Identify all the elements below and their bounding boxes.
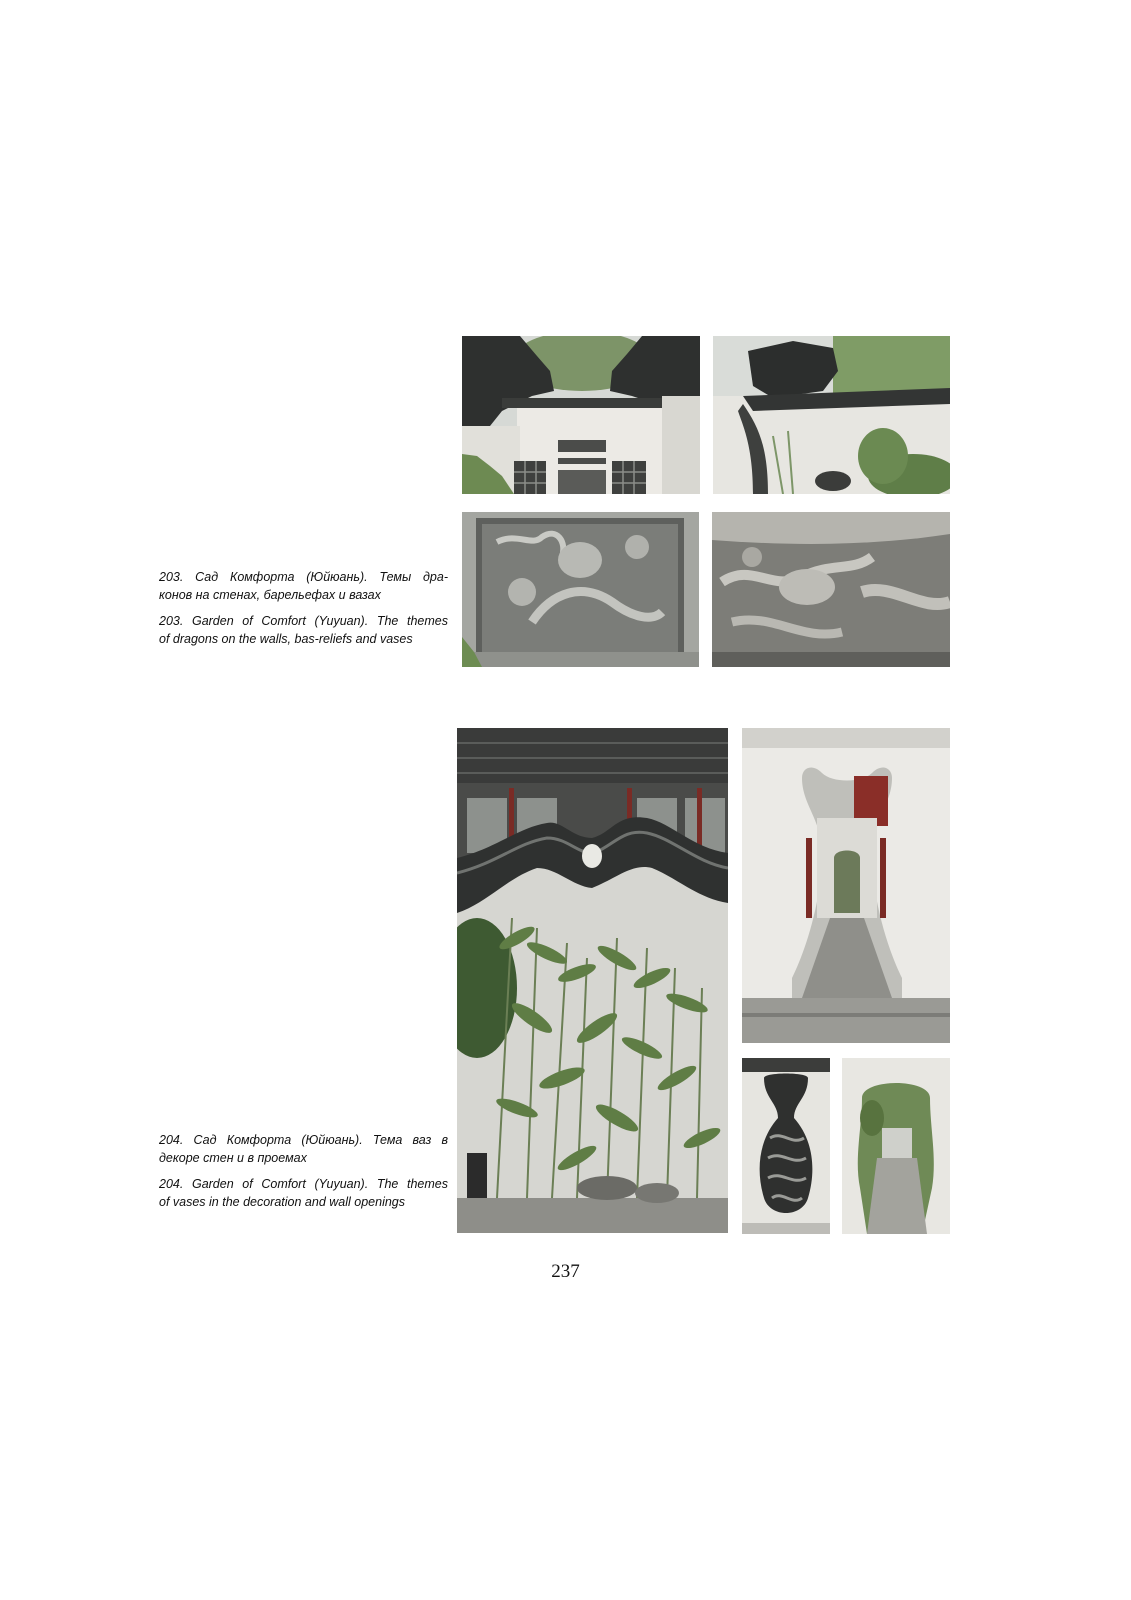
photo-dragon-bas-relief [462, 512, 699, 667]
photo-dragon-wall-ridge [713, 336, 950, 494]
figure-204-caption [159, 1132, 448, 1220]
caption-line: of vases in the decoration and wall openings [159, 1194, 405, 1209]
caption-line: декоре стен и в проемах [159, 1150, 307, 1165]
photo-vase-lattice-window [742, 1058, 830, 1234]
dragon-head [779, 569, 835, 605]
stone-path [867, 1158, 927, 1234]
photo-dragon-vase-relief [712, 512, 950, 667]
photo-vase-doorway [742, 728, 950, 1043]
trees [833, 336, 950, 396]
caption-line: 204. Garden of Comfort (Yuyuan). The themes [159, 1177, 448, 1191]
caption-ru [159, 569, 448, 604]
caption-ru [159, 1132, 448, 1167]
photo-wavy-wall-bamboo [457, 728, 728, 1233]
figure-203-caption [159, 569, 448, 657]
photo-vase-passage [842, 1058, 950, 1234]
caption-line: 203. Garden of Comfort (Yuyuan). The themes [159, 614, 448, 628]
page-number: 237 [551, 1261, 580, 1282]
roof [457, 728, 728, 783]
caption-line: 203. Сад Комфорта (Юйюань). Темы дра- [159, 570, 448, 584]
caption-en [159, 613, 448, 648]
dragon-head [558, 542, 602, 578]
caption-en [159, 1176, 448, 1211]
caption-line: конов на стенах, барельефах и вазах [159, 587, 381, 602]
caption-line: of dragons on the walls, bas-reliefs and vases [159, 631, 413, 646]
bin [467, 1153, 487, 1198]
photo-dragon-wall-gate [462, 336, 700, 494]
caption-line: 204. Сад Комфорта (Юйюань). Тема ваз в [159, 1133, 448, 1147]
